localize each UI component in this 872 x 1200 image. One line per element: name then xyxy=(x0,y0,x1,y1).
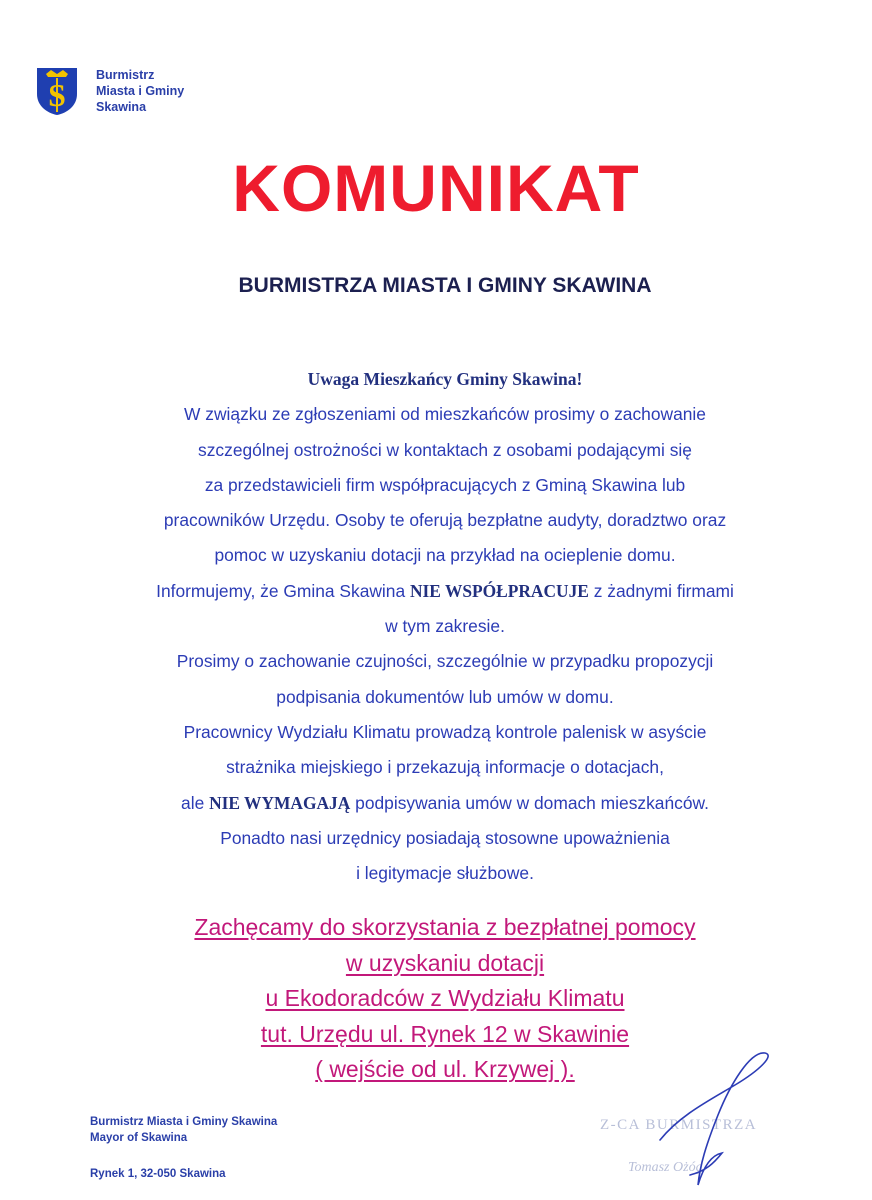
body-line: w tym zakresie. xyxy=(385,616,505,637)
emphasis-text: NIE WSPÓŁPRACUJE xyxy=(409,580,589,601)
emphasis-text: NIE WYMAGAJĄ xyxy=(209,792,351,813)
body-line: za przedstawicieli firm współpracujących z Gminą Skawina lub xyxy=(204,474,686,495)
greeting: Uwaga Mieszkańcy Gminy Skawina! xyxy=(307,369,583,389)
body-line: podpisania dokumentów lub umów w domu. xyxy=(276,686,614,707)
footer-name-en: Mayor of Skawina xyxy=(90,1132,188,1144)
invitation-line xyxy=(40,981,850,1017)
institution-name xyxy=(96,67,184,115)
skawina-coat-of-arms-icon xyxy=(35,66,79,116)
body-text: ale xyxy=(181,792,210,813)
body-line: pomoc w uzyskaniu dotacji na przykład na ocieplenie domu. xyxy=(214,545,676,566)
invitation-line xyxy=(40,910,850,946)
invitation-text: Zachęcamy do skorzystania z bezpłatnej pomocy xyxy=(194,914,696,940)
stamp-name: Tomasz Ożóg xyxy=(628,1160,703,1175)
invitation-text: u Ekodoradców z Wydziału Klimatu xyxy=(265,985,625,1011)
body-line: Pracownicy Wydziału Klimatu prowadzą kontrole palenisk w asyście xyxy=(183,721,707,742)
body-line: Prosimy o zachowanie czujności, szczególnie w przypadku propozycji xyxy=(176,651,714,672)
institution-line: Burmistrz xyxy=(96,68,155,82)
body-line xyxy=(40,786,850,821)
invitation-text: ( wejście od ul. Krzywej ). xyxy=(315,1056,575,1082)
body-line: strażnika miejskiego i przekazują informacje o dotacjach, xyxy=(226,757,664,778)
body-text: podpisywania umów w domach mieszkańców. xyxy=(350,792,709,813)
footer xyxy=(90,1114,277,1182)
body-line: pracowników Urzędu. Osoby te oferują bezpłatne audyty, doradztwo oraz xyxy=(163,510,727,531)
document-subtitle: BURMISTRZA MIASTA I GMINY SKAWINA xyxy=(238,274,652,297)
body-line: szczególnej ostrożności w kontaktach z osobami podającymi się xyxy=(198,439,692,460)
invitation-text: w uzyskaniu dotacji xyxy=(345,949,545,976)
footer-address: Rynek 1, 32-050 Skawina xyxy=(90,1168,226,1180)
announcement-body xyxy=(40,362,850,891)
invitation-text: tut. Urzędu ul. Rynek 12 w Skawinie xyxy=(260,1020,630,1047)
body-line: i legitymacje służbowe. xyxy=(356,863,534,884)
stamp-title: Z-CA BURMISTRZA xyxy=(600,1117,758,1133)
body-text: Informujemy, że Gmina Skawina xyxy=(156,580,410,601)
institution-line: Miasta i Gminy xyxy=(96,84,185,98)
invitation-line xyxy=(40,946,850,982)
svg-text:S: S xyxy=(48,77,66,113)
document-title: KOMUNIKAT xyxy=(232,151,640,225)
institution-line: Skawina xyxy=(96,100,147,114)
body-line: Ponadto nasi urzędnicy posiadają stosowne upoważnienia xyxy=(220,827,670,848)
body-text: z żadnymi firmami xyxy=(588,580,734,601)
body-line: W związku ze zgłoszeniami od mieszkańców prosimy o zachowanie xyxy=(184,404,706,425)
body-line xyxy=(40,574,850,609)
signature-icon xyxy=(640,1045,780,1195)
footer-name: Burmistrz Miasta i Gminy Skawina xyxy=(90,1116,278,1128)
